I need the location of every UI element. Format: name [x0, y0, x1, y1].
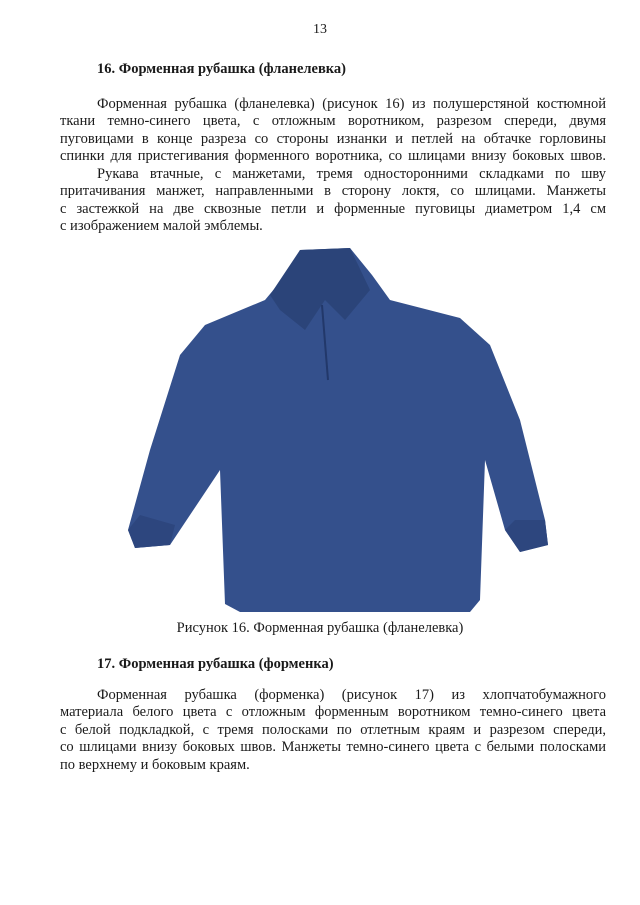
text-line: Форменная рубашка (форменка) (рисунок 17) из хлопчатобумажного: [97, 687, 606, 703]
text-line: Форменная рубашка (фланелевка) (рисунок 16) из полушерстяной костюмной: [97, 96, 606, 112]
text-line: со шлицами внизу боковых швов. Манжеты темно-синего цвета с белыми полосками: [60, 739, 606, 756]
text-line: материала белого цвета с отложным форменным воротником темно-синего цвета: [60, 704, 606, 721]
text-line: пуговицами в конце разреза со стороны изнанки и петлей на обтачке горловины: [60, 130, 606, 147]
section-17-heading: 17. Форменная рубашка (форменка): [97, 656, 334, 672]
text-line: с изображением малой эмблемы.: [60, 218, 263, 235]
section-17-paragraph-1: [60, 687, 606, 774]
cuff-right: [505, 520, 548, 552]
text-line: с белой подкладкой, с тремя полосками по отлетным краям и разрезом спереди,: [60, 721, 606, 738]
text-line: притачивания манжет, направленными в сторону локтя, со шлицами. Манжеты: [60, 183, 606, 200]
text-line: Рукава втачные, с манжетами, тремя односторонними складками по шву: [97, 166, 606, 182]
text-line: спинки для пристегивания форменного воротника, со шлицами внизу боковых швов.: [60, 148, 606, 165]
text-line: ткани темно-синего цвета, с отложным воротником, разрезом спереди, двумя: [60, 113, 606, 130]
text-line: по верхнему и боковым краям.: [60, 756, 250, 773]
section-16-heading: 16. Форменная рубашка (фланелевка): [97, 61, 347, 77]
page-number: 13: [313, 22, 327, 37]
figure-caption: Рисунок 16. Форменная рубашка (фланелевка): [176, 620, 464, 636]
text-line: с застежкой на две сквозные петли и форменные пуговицы диаметром 1,4 см: [60, 200, 606, 217]
